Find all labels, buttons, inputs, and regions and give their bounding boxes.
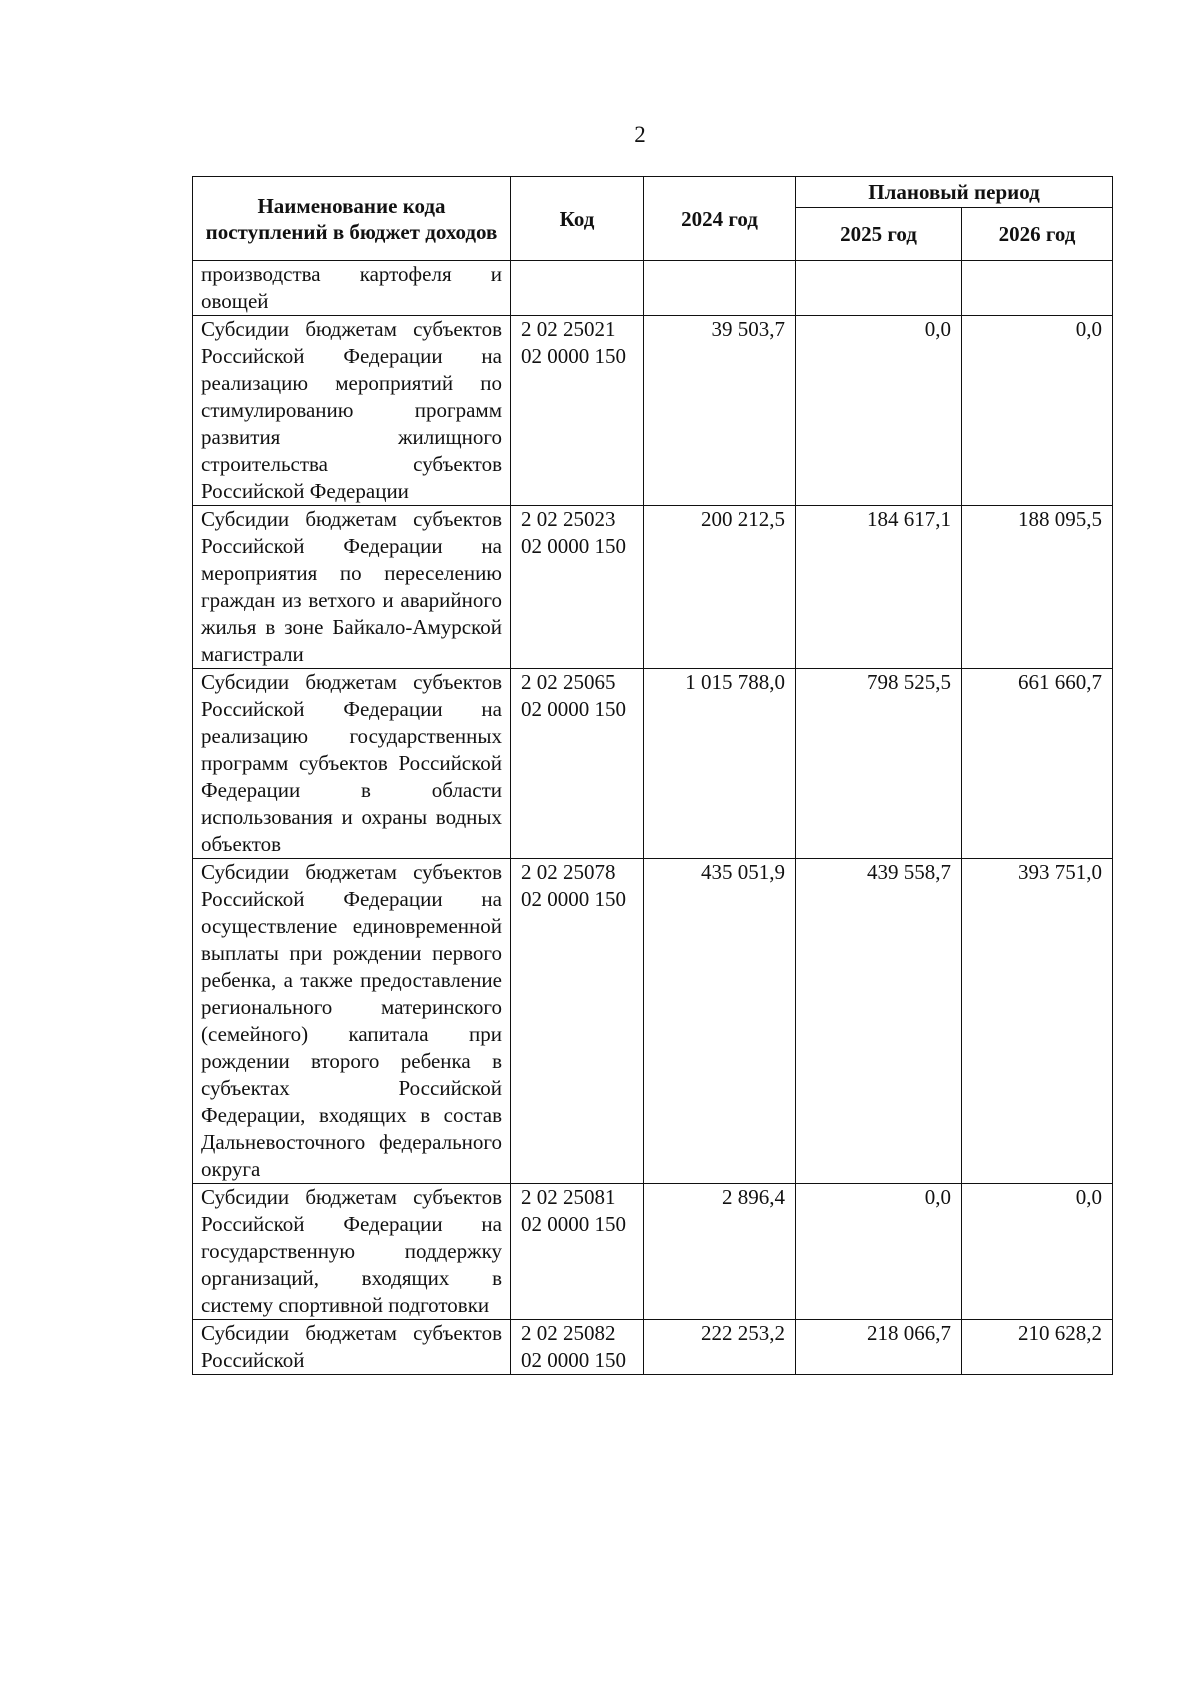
row-name-cell: Субсидии бюджетам субъектов Российской Федерации на осуществление единовременной выплаты при рождении первого ребенка, а также предоставление регионального материнского (семейного) капитала при рождении второго ребенка в субъектах Российской Федерации, входящих в состав Дальневосточного федерального округа	[193, 859, 511, 1184]
table-row	[193, 1184, 1113, 1320]
row-value-2025	[796, 261, 962, 316]
row-value-2024: 222 253,2	[644, 1320, 796, 1375]
row-value-2026: 393 751,0	[962, 859, 1113, 1184]
row-code-cell: 2 02 25078 02 0000 150	[511, 859, 644, 1184]
row-value-2026	[962, 261, 1113, 316]
row-value-2026: 210 628,2	[962, 1320, 1113, 1375]
row-name-cell: Субсидии бюджетам субъектов Российской Федерации на государственную поддержку организаций, входящих в систему спортивной подготовки	[193, 1184, 511, 1320]
header-year-2024: 2024 год	[644, 177, 796, 261]
table-row	[193, 669, 1113, 859]
row-value-2026: 0,0	[962, 316, 1113, 506]
row-value-2025: 0,0	[796, 1184, 962, 1320]
row-code-cell: 2 02 25082 02 0000 150	[511, 1320, 644, 1375]
row-code-cell: 2 02 25081 02 0000 150	[511, 1184, 644, 1320]
row-code-cell: 2 02 25065 02 0000 150	[511, 669, 644, 859]
table-row	[193, 1320, 1113, 1375]
table-row	[193, 506, 1113, 669]
header-name: Наименование кода поступлений в бюджет доходов	[193, 177, 511, 261]
row-code-cell: 2 02 25023 02 0000 150	[511, 506, 644, 669]
row-value-2025: 0,0	[796, 316, 962, 506]
row-name-cell: производства картофеля и овощей	[193, 261, 511, 316]
row-value-2024: 200 212,5	[644, 506, 796, 669]
row-value-2026: 188 095,5	[962, 506, 1113, 669]
row-value-2024: 2 896,4	[644, 1184, 796, 1320]
row-value-2024: 1 015 788,0	[644, 669, 796, 859]
header-year-2026: 2026 год	[962, 208, 1113, 261]
table-row	[193, 316, 1113, 506]
budget-revenue-table	[192, 176, 1113, 1375]
row-value-2026: 0,0	[962, 1184, 1113, 1320]
row-name-cell: Субсидии бюджетам субъектов Российской Федерации на реализацию мероприятий по стимулированию программ развития жилищного строительства субъектов Российской Федерации	[193, 316, 511, 506]
table-body	[193, 261, 1113, 1375]
row-value-2024: 435 051,9	[644, 859, 796, 1184]
header-planned-period: Плановый период	[796, 177, 1113, 208]
row-code-cell: 2 02 25021 02 0000 150	[511, 316, 644, 506]
table-header	[193, 177, 1113, 261]
header-code: Код	[511, 177, 644, 261]
page-number: 2	[634, 122, 646, 147]
row-value-2025: 184 617,1	[796, 506, 962, 669]
row-value-2024: 39 503,7	[644, 316, 796, 506]
row-name-cell: Субсидии бюджетам субъектов Российской Федерации на реализацию государственных программ субъектов Российской Федерации в области использования и охраны водных объектов	[193, 669, 511, 859]
row-name-cell: Субсидии бюджетам субъектов Российской	[193, 1320, 511, 1375]
row-value-2025: 798 525,5	[796, 669, 962, 859]
table-row	[193, 261, 1113, 316]
row-value-2026: 661 660,7	[962, 669, 1113, 859]
row-name-cell: Субсидии бюджетам субъектов Российской Федерации на мероприятия по переселению граждан из ветхого и аварийного жилья в зоне Байкало-Амурской магистрали	[193, 506, 511, 669]
header-year-2025: 2025 год	[796, 208, 962, 261]
row-code-cell	[511, 261, 644, 316]
table-row	[193, 859, 1113, 1184]
row-value-2024	[644, 261, 796, 316]
row-value-2025: 439 558,7	[796, 859, 962, 1184]
row-value-2025: 218 066,7	[796, 1320, 962, 1375]
